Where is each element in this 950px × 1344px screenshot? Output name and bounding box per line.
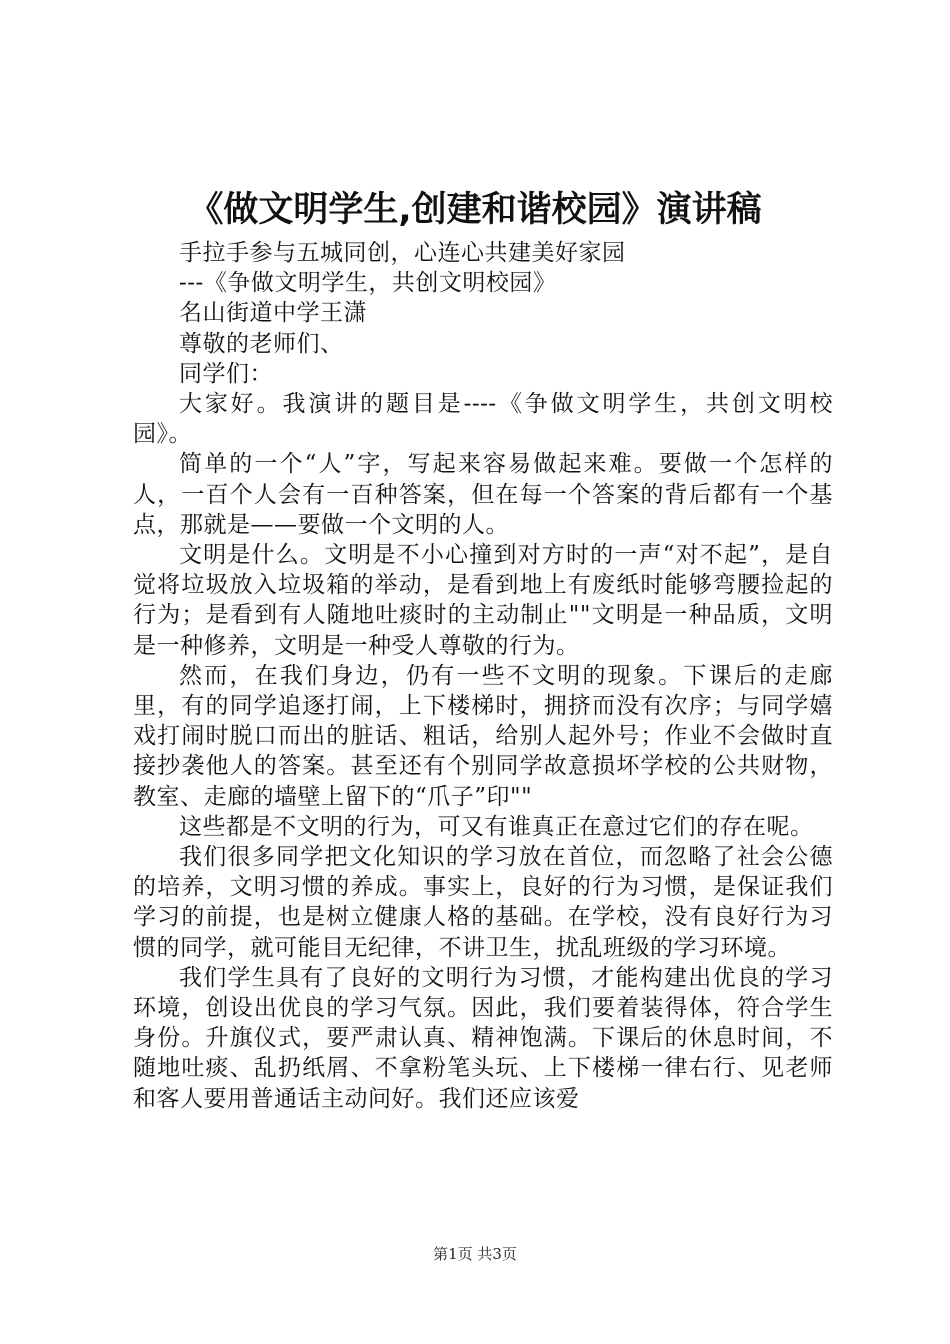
document-title: 《做文明学生,创建和谐校园》演讲稿 (188, 190, 762, 230)
document-body (133, 238, 833, 1114)
body-paragraph: 我们学生具有了良好的文明行为习惯，才能构建出优良的学习环境，创设出优良的学习气氛。因此，我们要着装得体，符合学生身份。升旗仪式，要严肃认真、精神饱满。下课后的休息时间，不随地吐痰、乱扔纸屑、不拿粉笔头玩、上下楼梯一律右行、见老师和客人要用普通话主动问好。我们还应该爱 (133, 964, 833, 1112)
page-footer: 第1页 共3页 (433, 1245, 517, 1263)
salutation-line: 尊敬的老师们、 (179, 330, 344, 357)
author-line: 名山街道中学王潇 (179, 300, 367, 327)
body-paragraph: 大家好。我演讲的题目是----《争做文明学生，共创文明校园》。 (133, 391, 833, 448)
body-paragraph: 这些都是不文明的行为，可又有谁真正在意过它们的存在呢。 (179, 813, 814, 840)
subtitle-line: ---《争做文明学生，共创文明校园》 (179, 270, 557, 297)
body-paragraph: 文明是什么。文明是不小心撞到对方时的一声“对不起”，是自觉将垃圾放入垃圾箱的举动，是看到地上有废纸时能够弯腰捡起的行为；是看到有人随地吐痰时的主动制止""文明是一种品质，文明是一种修养，文明是一种受人尊敬的行为。 (133, 542, 833, 659)
body-paragraph: 然而，在我们身边，仍有一些不文明的现象。下课后的走廊里，有的同学追逐打闹，上下楼梯时，拥挤而没有次序；与同学嬉戏打闹时脱口而出的脏话、粗话，给别人起外号；作业不会做时直接抄袭他人的答案。甚至还有个别同学故意损坏学校的公共财物，教室、走廊的墙壁上留下的“爪子”印"" (133, 662, 833, 810)
subtitle-line: 手拉手参与五城同创，心连心共建美好家园 (179, 240, 626, 266)
body-paragraph: 我们很多同学把文化知识的学习放在首位，而忽略了社会公德的培养，文明习惯的养成。事实上，良好的行为习惯，是保证我们学习的前提，也是树立健康人格的基础。在学校，没有良好行为习惯的同学，就可能目无纪律，不讲卫生，扰乱班级的学习环境。 (133, 844, 833, 961)
salutation-line: 同学们： (179, 360, 273, 387)
body-paragraph: 简单的一个“人”字，写起来容易做起来难。要做一个怎样的人，一百个人会有一百种答案，但在每一个答案的背后都有一个基点，那就是——要做一个文明的人。 (133, 451, 833, 538)
